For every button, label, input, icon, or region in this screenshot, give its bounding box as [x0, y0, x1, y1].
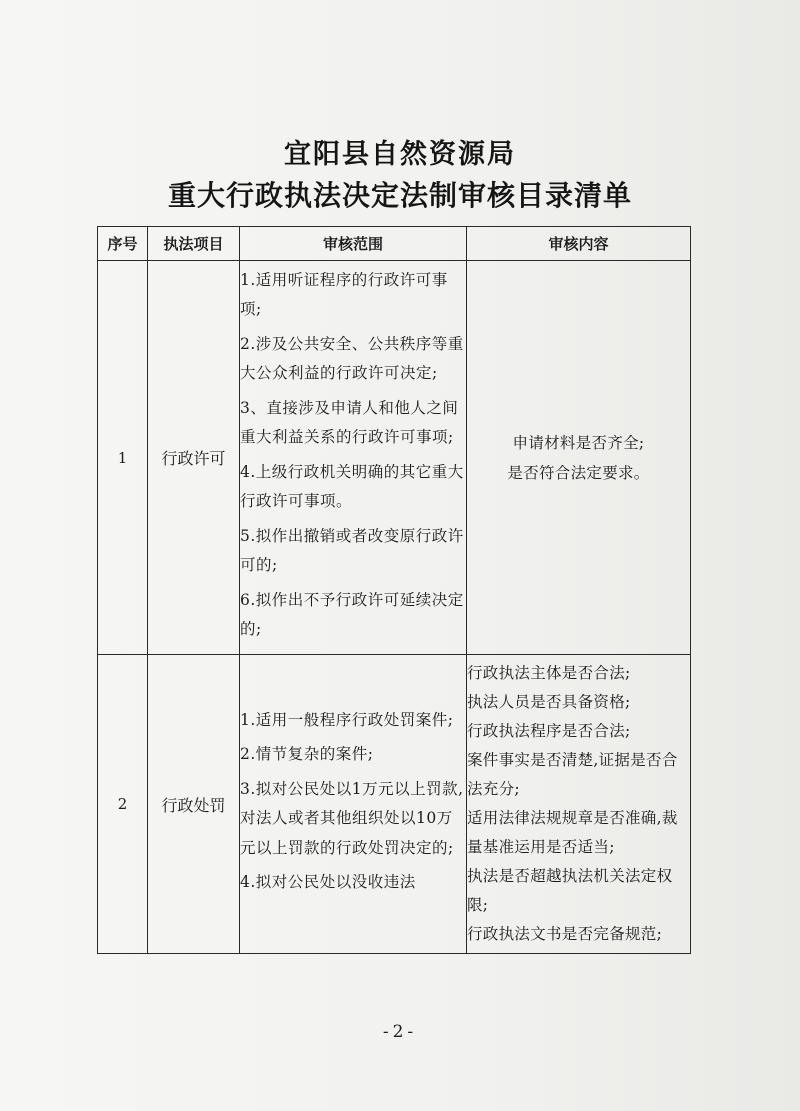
header-scope: 审核范围 [240, 227, 467, 261]
scope-item: 1.适用听证程序的行政许可事项; [240, 270, 448, 318]
header-serial: 序号 [98, 227, 148, 261]
scope-item: 4.上级行政机关明确的其它重大行政许可事项。 [240, 462, 464, 510]
review-catalog-table [97, 226, 691, 954]
document-title-line1: 宜阳县自然资源局 [284, 139, 516, 170]
scope-item: 3.拟对公民处以1万元以上罚款,对法人或者其他组织处以10万元以上罚款的行政处罚决定的; [240, 779, 464, 857]
content-item: 行政执法文书是否完备规范; [467, 925, 663, 943]
content-item: 执法是否超越执法机关法定权限; [467, 867, 673, 914]
header-content: 审核内容 [467, 227, 691, 261]
scope-item: 4.拟对公民处以没收违法 [240, 873, 416, 891]
scope-item: 6.拟作出不予行政许可延续决定的; [240, 590, 464, 638]
scope-item: 2.情节复杂的案件; [240, 745, 374, 763]
table-header-row [98, 227, 691, 261]
table-row [98, 261, 691, 655]
header-project: 执法项目 [148, 227, 240, 261]
row-project: 行政许可 [148, 261, 240, 655]
content-item: 适用法律法规规章是否准确,裁量基准运用是否适当; [467, 809, 678, 856]
row-content [467, 261, 691, 655]
content-item: 是否符合法定要求。 [507, 463, 650, 482]
row-project: 行政处罚 [148, 655, 240, 954]
row-scope [240, 261, 467, 655]
scope-item: 5.拟作出撤销或者改变原行政许可的; [240, 526, 464, 574]
row-serial: 2 [98, 655, 148, 954]
row-scope [240, 655, 467, 954]
content-item: 行政执法主体是否合法; [467, 664, 631, 682]
row-content [467, 655, 691, 954]
scope-item: 2.涉及公共安全、公共秩序等重大公众利益的行政许可决定; [240, 334, 464, 382]
scope-item: 3、直接涉及申请人和他人之间重大利益关系的行政许可事项; [240, 398, 459, 446]
content-item: 案件事实是否清楚,证据是否合法充分; [467, 751, 678, 798]
content-item: 行政执法程序是否合法; [467, 722, 631, 740]
content-item: 执法人员是否具备资格; [467, 693, 631, 711]
content-item: 申请材料是否齐全; [512, 433, 645, 452]
document-title-line2: 重大行政执法决定法制审核目录清单 [167, 179, 632, 212]
row-serial: 1 [98, 261, 148, 655]
page-number: -2- [382, 1022, 418, 1042]
scope-item: 1.适用一般程序行政处罚案件; [240, 710, 454, 729]
table-row [98, 655, 691, 954]
